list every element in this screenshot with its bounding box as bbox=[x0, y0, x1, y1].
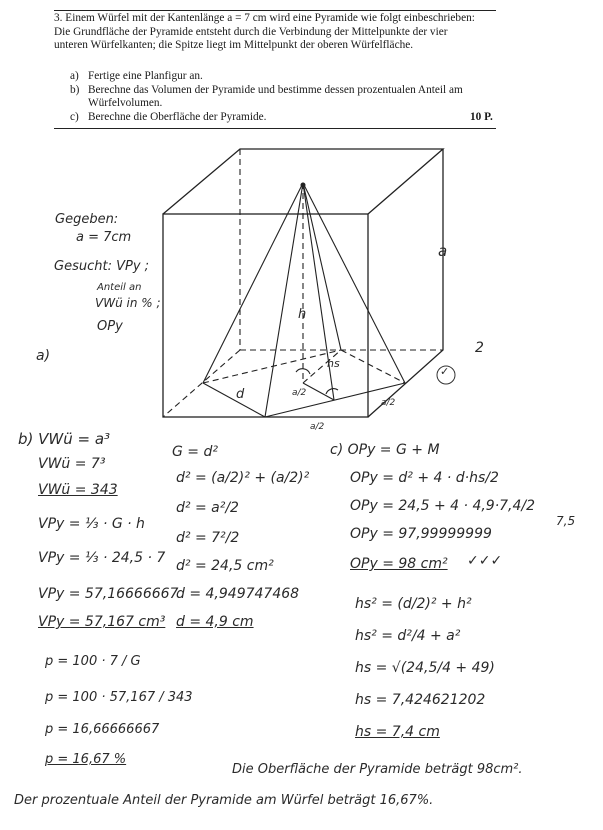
calc-b-line-6: VPy = 57,16666667 bbox=[38, 586, 179, 602]
given-title: Gegeben: bbox=[55, 212, 119, 227]
subtask-b: b) Berechne das Volumen der Pyramide und bestimme dessen prozentualen Anteil am bbox=[70, 83, 463, 96]
calc-b-line-9: p = 100 · 57,167 / 343 bbox=[45, 690, 193, 705]
figure-label-h: h bbox=[298, 307, 307, 322]
calc-c-line-3: OPy = 24,5 + 4 · 4,9·7,4/2 bbox=[350, 498, 536, 514]
calc-c-line-6: hs² = (d/2)² + h² bbox=[355, 596, 472, 612]
figure-label-a2-1: a/2 bbox=[292, 388, 307, 398]
apex-dot bbox=[301, 183, 306, 188]
points-label: 10 P. bbox=[470, 111, 493, 123]
margin-score: 7,5 bbox=[556, 514, 576, 528]
subtask-a: a) Fertige eine Planfigur an. bbox=[70, 70, 203, 82]
calc-b-line-10: p = 16,66666667 bbox=[45, 722, 160, 737]
base-hidden-1 bbox=[203, 350, 341, 383]
pyramid-edge-left bbox=[203, 183, 303, 383]
figure-label-d: d bbox=[236, 387, 245, 402]
margin-mark: 2 bbox=[475, 340, 484, 356]
task-line-3: unteren Würfelkanten; die Spitze liegt im Mittelpunkt der oberen Würfelfläche. bbox=[54, 39, 414, 51]
conclusion-surface: Die Oberfläche der Pyramide beträgt 98cm². bbox=[232, 762, 523, 777]
calc-g-line-6: d = 4,949747468 bbox=[176, 586, 300, 602]
calc-c-line-5: OPy = 98 cm² bbox=[350, 556, 448, 572]
base-edge-front-left bbox=[203, 383, 265, 417]
base-to-mid bbox=[303, 383, 334, 400]
cube-right-face bbox=[368, 149, 443, 417]
calc-c-line-2: OPy = d² + 4 · d·hs/2 bbox=[350, 470, 499, 486]
calc-g-line-4: d² = 7²/2 bbox=[176, 530, 240, 546]
calc-b-line-5: VPy = ⅓ · 24,5 · 7 bbox=[38, 550, 166, 566]
pyramid-edge-front bbox=[265, 183, 303, 417]
calc-g-line-3: d² = a²/2 bbox=[176, 500, 239, 516]
task-line-1: 3. Einem Würfel mit der Kantenlänge a = 7 cm wird eine Pyramide wie folgt einbeschrieben: bbox=[54, 12, 475, 24]
figure-label-hs: hs bbox=[327, 357, 340, 370]
cube-front-face bbox=[163, 214, 368, 417]
figure-label-a2-3: a/2 bbox=[310, 422, 325, 432]
calc-g-line-7: d = 4,9 cm bbox=[176, 614, 254, 630]
pyramid-edge-back bbox=[303, 183, 341, 350]
calc-b-line-1: b) VWü = a³ bbox=[18, 430, 111, 448]
wanted-line-3: VWü in % ; bbox=[95, 296, 161, 310]
calc-b-line-2: VWü = 7³ bbox=[38, 456, 106, 472]
ticks: ✓✓✓ bbox=[467, 553, 503, 569]
figure-label-a2-2: a/2 bbox=[381, 398, 396, 408]
subtask-b-cont: Würfelvolumen. bbox=[88, 97, 163, 109]
calc-g-line-2: d² = (a/2)² + (a/2)² bbox=[176, 470, 310, 486]
pyramid-edge-right bbox=[303, 183, 405, 383]
calc-b-line-4: VPy = ⅓ · G · h bbox=[38, 516, 145, 532]
calc-c-line-1: c) OPy = G + M bbox=[330, 442, 440, 458]
calc-c-line-8: hs = √(24,5/4 + 49) bbox=[355, 660, 495, 676]
given-value: a = 7cm bbox=[76, 230, 132, 245]
wanted-title: Gesucht: VPy ; bbox=[54, 259, 150, 274]
wanted-line-2: Anteil an bbox=[97, 282, 142, 293]
check-icon: ✓ bbox=[440, 365, 450, 378]
calc-b-line-8: p = 100 · 7 / G bbox=[45, 654, 141, 669]
calc-g-line-1: G = d² bbox=[172, 444, 218, 460]
cube-hidden-left bbox=[163, 350, 240, 417]
calc-g-line-5: d² = 24,5 cm² bbox=[176, 558, 274, 574]
task-line-2: Die Grundfläche der Pyramide entsteht durch die Verbindung der Mittelpunkte der vier bbox=[54, 25, 448, 38]
base-hidden-2 bbox=[341, 350, 405, 383]
calc-c-line-10: hs = 7,4 cm bbox=[355, 724, 440, 740]
calc-b-line-7: VPy = 57,167 cm³ bbox=[38, 614, 166, 630]
calc-c-line-4: OPy = 97,99999999 bbox=[350, 526, 492, 542]
calc-c-line-7: hs² = d²/4 + a² bbox=[355, 628, 461, 644]
part-a-label: a) bbox=[36, 348, 51, 364]
calc-b-line-11: p = 16,67 % bbox=[45, 752, 127, 767]
conclusion-percentage: Der prozentuale Anteil der Pyramide am Würfel beträgt 16,67%. bbox=[14, 793, 434, 808]
calc-b-line-3: VWü = 343 bbox=[38, 482, 118, 498]
figure-label-a: a bbox=[438, 242, 448, 260]
calc-c-line-9: hs = 7,424621202 bbox=[355, 692, 486, 708]
wanted-line-4: OPy bbox=[97, 319, 123, 334]
subtask-c: c) Berechne die Oberfläche der Pyramide. bbox=[70, 110, 267, 123]
